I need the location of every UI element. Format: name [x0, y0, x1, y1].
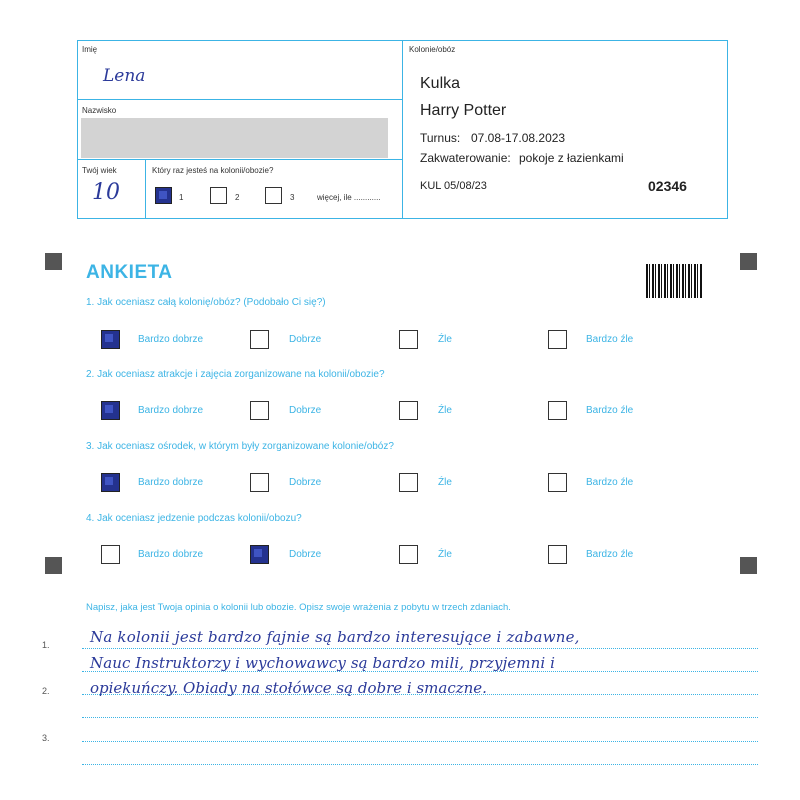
times-more: więcej, ile ............: [317, 193, 381, 202]
q3-option-bardzo-dobrze-label: Bardzo dobrze: [138, 477, 204, 488]
q3-option-dobrze-label: Dobrze: [289, 477, 322, 488]
q4-option-bardzo-zle-checkbox[interactable]: [548, 545, 567, 564]
q1-option-dobrze-label: Dobrze: [289, 334, 322, 345]
q2-option-dobrze-checkbox[interactable]: [250, 401, 269, 420]
registration-mark-bottom-left: [45, 557, 62, 574]
q4-option-dobrze-label: Dobrze: [289, 549, 322, 560]
surname-label: Nazwisko: [82, 106, 117, 115]
line-number-3: 3.: [42, 733, 50, 743]
question-2: 2. Jak oceniasz atrakcje i zajęcia zorganizowane na kolonii/obozie?: [86, 369, 385, 380]
q3-option-bardzo-zle-label: Bardzo źle: [586, 477, 634, 488]
q4-option-zle-label: Źle: [438, 549, 452, 560]
q4-option-dobrze-checkbox[interactable]: [250, 545, 269, 564]
name-value: Lena: [103, 66, 146, 86]
q1-option-bardzo-dobrze-checkbox[interactable]: [101, 330, 120, 349]
form-code: KUL 05/08/23: [420, 180, 487, 192]
question-4: 4. Jak oceniasz jedzenie podczas kolonii/obozu?: [86, 513, 302, 524]
turnus-label: Turnus:: [420, 131, 461, 145]
form-number: 02346: [648, 178, 687, 194]
q1-option-zle-checkbox[interactable]: [399, 330, 418, 349]
answer-line-1[interactable]: Na kolonii jest bardzo fajnie są bardzo interesujące i zabawne,: [90, 628, 580, 646]
q2-option-dobrze-label: Dobrze: [289, 405, 322, 416]
q4-option-bardzo-dobrze-checkbox[interactable]: [101, 545, 120, 564]
q1-option-zle-label: Źle: [438, 334, 452, 345]
barcode: [646, 264, 702, 298]
q1-option-bardzo-dobrze-label: Bardzo dobrze: [138, 334, 204, 345]
registration-mark-top-right: [740, 253, 757, 270]
writing-line-2b: [82, 717, 758, 718]
header-divider-name: [77, 99, 403, 100]
q3-option-bardzo-dobrze-checkbox[interactable]: [101, 473, 120, 492]
q3-option-bardzo-zle-checkbox[interactable]: [548, 473, 567, 492]
turnus-value: 07.08-17.08.2023: [471, 131, 566, 145]
answer-line-2[interactable]: Nauc Instruktorzy i wychowawcy są bardzo mili, przyjemni i: [90, 654, 556, 672]
age-label: Twój wiek: [82, 166, 117, 175]
camp-name: Kulka: [420, 75, 461, 92]
name-label: Imię: [82, 45, 98, 54]
line-number-2: 2.: [42, 686, 50, 696]
q2-option-bardzo-dobrze-checkbox[interactable]: [101, 401, 120, 420]
line-number-1: 1.: [42, 640, 50, 650]
times-option-3: 3: [290, 193, 295, 202]
times-checkbox-1[interactable]: [155, 187, 172, 204]
registration-mark-bottom-right: [740, 557, 757, 574]
header-divider-age: [145, 159, 146, 219]
q2-option-bardzo-zle-label: Bardzo źle: [586, 405, 634, 416]
times-option-2: 2: [235, 193, 240, 202]
times-checkbox-3[interactable]: [265, 187, 282, 204]
camp-theme: Harry Potter: [420, 102, 507, 119]
q4-option-bardzo-dobrze-label: Bardzo dobrze: [138, 549, 204, 560]
writing-line-3b: [82, 764, 758, 765]
times-option-1: 1: [179, 193, 184, 202]
q1-option-dobrze-checkbox[interactable]: [250, 330, 269, 349]
q2-option-bardzo-dobrze-label: Bardzo dobrze: [138, 405, 204, 416]
q2-option-zle-checkbox[interactable]: [399, 401, 418, 420]
q1-option-bardzo-zle-checkbox[interactable]: [548, 330, 567, 349]
q1-option-bardzo-zle-label: Bardzo źle: [586, 334, 634, 345]
opinion-prompt: Napisz, jaka jest Twoja opinia o kolonii lub obozie. Opisz swoje wrażenia z pobytu w trzech zdaniach.: [86, 602, 511, 613]
q2-option-bardzo-zle-checkbox[interactable]: [548, 401, 567, 420]
q4-option-zle-checkbox[interactable]: [399, 545, 418, 564]
writing-line-3a: [82, 741, 758, 742]
q3-option-zle-label: Źle: [438, 477, 452, 488]
surname-redacted: [81, 118, 388, 158]
registration-mark-top-left: [45, 253, 62, 270]
survey-title: ANKIETA: [86, 262, 173, 283]
header-divider-vertical: [402, 40, 403, 219]
q4-option-bardzo-zle-label: Bardzo źle: [586, 549, 634, 560]
header-divider-surname: [77, 159, 403, 160]
q2-option-zle-label: Źle: [438, 405, 452, 416]
q3-option-dobrze-checkbox[interactable]: [250, 473, 269, 492]
lodging-value: pokoje z łazienkami: [519, 151, 624, 165]
q3-option-zle-checkbox[interactable]: [399, 473, 418, 492]
answer-line-3[interactable]: opiekuńczy. Obiady na stołówce są dobre i smaczne.: [90, 679, 487, 697]
camp-label: Kolonie/obóz: [409, 45, 456, 54]
question-1: 1. Jak oceniasz całą kolonię/obóz? (Podobało Ci się?): [86, 297, 326, 308]
age-value: 10: [92, 180, 120, 205]
lodging-label: Zakwaterowanie:: [420, 151, 511, 165]
times-label: Który raz jesteś na kolonii/obozie?: [152, 166, 274, 175]
writing-line-1a: [82, 648, 758, 649]
question-3: 3. Jak oceniasz ośrodek, w którym były zorganizowane kolonie/obóz?: [86, 441, 394, 452]
times-checkbox-2[interactable]: [210, 187, 227, 204]
